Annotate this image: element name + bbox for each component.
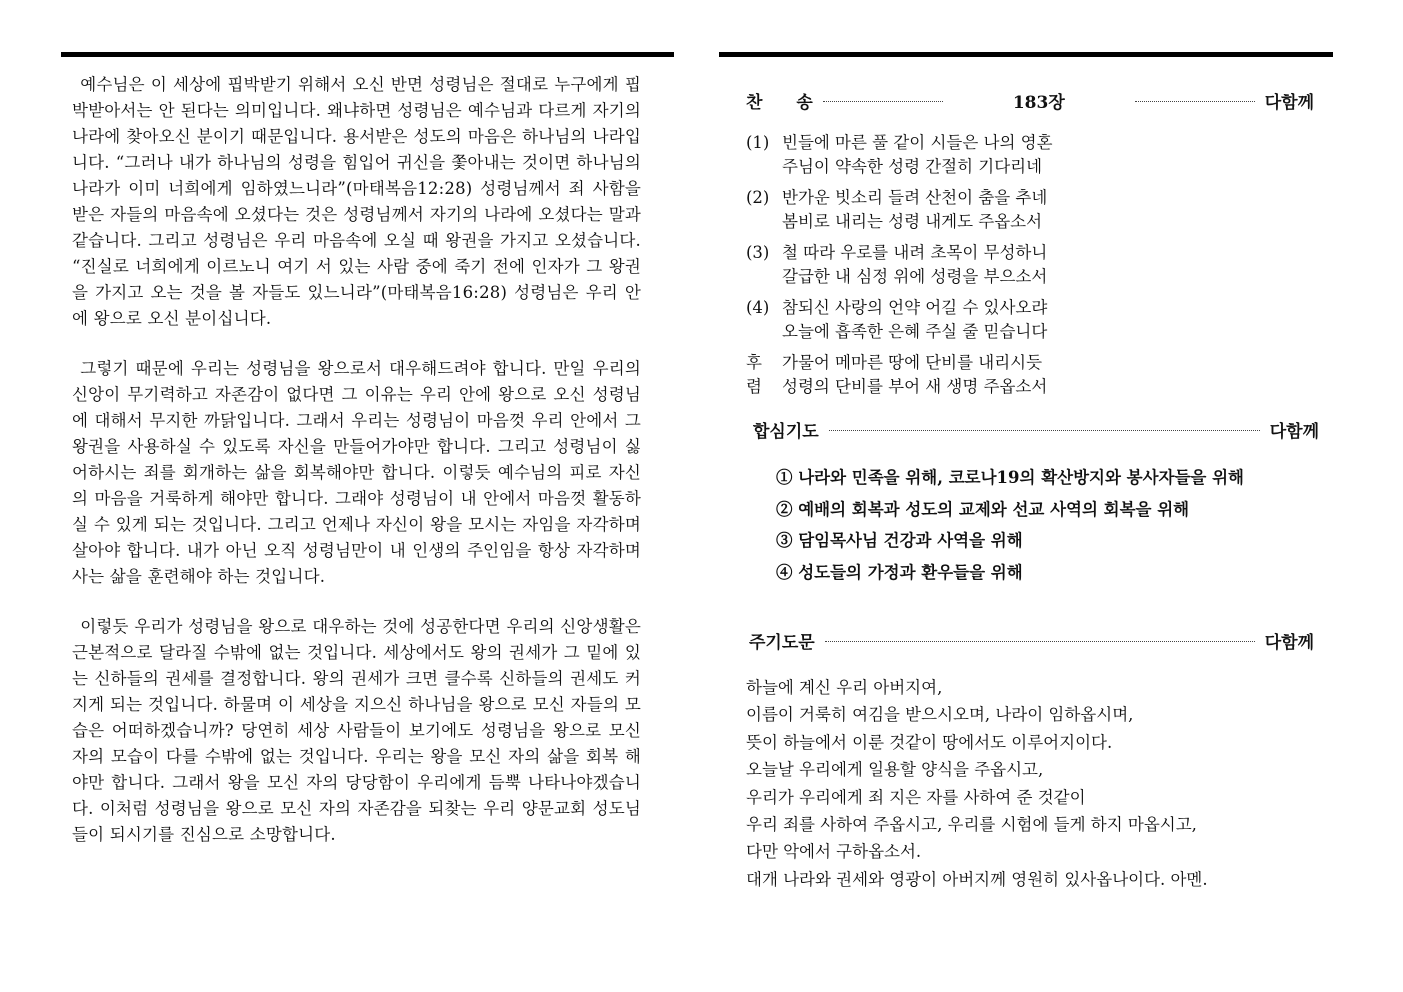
verse-number: (2) — [746, 188, 770, 207]
verse-line: 갈급한 내 심정 위에 성령을 부으소서 — [782, 267, 1048, 286]
left-top-rule — [61, 52, 674, 57]
verse-line: 철 따라 우로를 내려 초목이 무성하니 — [782, 243, 1048, 262]
lords-prayer-text — [746, 674, 1208, 893]
hymn-performer: 다함께 — [1264, 93, 1314, 113]
hymn-verse-4 — [746, 296, 1126, 344]
lords-prayer-performer: 다함께 — [1264, 633, 1314, 653]
leader-dots — [825, 641, 1255, 642]
prayer-topic: ④ 성도들의 가정과 환우들을 위해 — [776, 562, 1023, 582]
prayer-line: 우리가 우리에게 죄 지은 자를 사하여 준 것같이 — [746, 787, 1086, 807]
prayer-line: 대개 나라와 권세와 영광이 아버지께 영원히 있사옵나이다. 아멘. — [746, 869, 1208, 889]
hymn-verse-2 — [746, 186, 1126, 234]
prayer-line: 뜻이 하늘에서 이룬 것같이 땅에서도 이루어지이다. — [746, 732, 1113, 752]
hymn-number: 183장 — [1012, 93, 1065, 113]
verse-line: 오늘에 흡족한 은혜 주실 줄 믿습니다 — [782, 322, 1048, 341]
prayer-topic-list — [776, 465, 1244, 591]
verse-line: 주님이 약속한 성령 간절히 기다리네 — [782, 157, 1043, 176]
verse-number: (1) — [746, 133, 770, 152]
lords-prayer-label: 주기도문 — [749, 633, 815, 653]
refrain-line: 성령의 단비를 부어 새 생명 주옵소서 — [782, 377, 1048, 396]
prayer-topic: ② 예배의 회복과 성도의 교제와 선교 사역의 회복을 위해 — [776, 499, 1190, 519]
verse-line: 반가운 빗소리 들려 산천이 춤을 추네 — [782, 188, 1048, 207]
right-top-rule — [719, 52, 1333, 57]
leader-dots — [1135, 101, 1255, 102]
hymn-refrain — [746, 351, 1126, 399]
hymn-verse-3 — [746, 241, 1126, 289]
hymn-verse-1 — [746, 131, 1126, 179]
prayer-topic: ③ 담임목사님 건강과 사역을 위해 — [776, 531, 1023, 550]
prayer-line: 다만 악에서 구하옵소서. — [746, 842, 922, 862]
leader-dots — [823, 101, 943, 102]
prayer-line: 이름이 거룩히 여김을 받으시오며, 나라이 임하옵시며, — [746, 705, 1134, 725]
sermon-column — [72, 72, 641, 848]
unison-prayer-performer: 다함께 — [1269, 422, 1319, 442]
prayer-line: 오늘날 우리에게 일용할 양식을 주옵시고, — [746, 760, 1044, 780]
leader-dots — [829, 430, 1260, 431]
unison-prayer-label: 합심기도 — [753, 422, 819, 442]
verse-number: (4) — [746, 298, 770, 317]
verse-line: 봄비로 내리는 성령 내게도 주옵소서 — [782, 212, 1043, 231]
verse-number: (3) — [746, 243, 770, 262]
prayer-topic: ① 나라와 민족을 위해, 코로나19의 확산방지와 봉사자들을 위해 — [776, 468, 1244, 487]
refrain-marker: 후 렴 — [746, 353, 762, 396]
sermon-paragraph-1: 예수님은 이 세상에 핍박받기 위해서 오신 반면 성령님은 절대로 누구에게 핍박받아서는 안 된다는 의미입니다. 왜냐하면 성령님은 예수님과 다르게 자기의 나라에 찾아오신 분이기 때문입니다. 용서받은 성도의 마음은 하나님의 나라입니다. “그러나 내가 하나님의 성령을 힘입어 귀신을 쫓아내는 것이면 하나님의 나라가 이미 너희에게 임하였느니라”(마태복음12:28) 성령님께서 죄 사함을 받은 자들의 마음속에 오셨다는 것은 성령님께서 자기의 나라에 오셨다는 말과 같습니다. 그리고 성령님은 우리 마음속에 오실 때 왕권을 가지고 오셨습니다. “진실로 너희에게 이르노니 여기 서 있는 사람 중에 죽기 전에 인자가 그 왕권을 가지고 오는 것을 볼 자들도 있느니라”(마태복음16:28) 성령님은 우리 안에 왕으로 오신 분이십니다. — [72, 75, 641, 328]
prayer-line: 우리 죄를 사하여 주옵시고, 우리를 시험에 들게 하지 마옵시고, — [746, 815, 1197, 835]
sermon-paragraph-3: 이렇듯 우리가 성령님을 왕으로 대우하는 것에 성공한다면 우리의 신앙생활은 근본적으로 달라질 수밖에 없는 것입니다. 세상에서도 왕의 권세가 그 밑에 있는 신하들의 권세를 결정합니다. 왕의 권세가 크면 클수록 신하들의 권세도 커지게 되는 것입니다. 하물며 이 세상을 지으신 하나님을 왕으로 모신 자들의 모습은 어떠하겠습니까? 당연히 세상 사람들이 보기에도 성령님을 왕으로 모신 자의 모습이 다를 수밖에 없는 것입니다. 우리는 왕을 모신 자의 삶을 회복 해야만 합니다. 그래서 왕을 모신 자의 당당함이 우리에게 듬뿍 나타나야겠습니다. 이처럼 성령님을 왕으로 모신 자의 자존감을 되찾는 우리 양문교회 성도님들이 되시기를 진심으로 소망합니다. — [72, 617, 641, 844]
sermon-paragraph-2: 그렇기 때문에 우리는 성령님을 왕으로서 대우해드려야 합니다. 만일 우리의 신앙이 무기력하고 자존감이 없다면 그 이유는 우리 안에 왕으로 오신 성령님에 대해서 무지한 까닭입니다. 그래서 우리는 성령님이 마음껏 우리 안에서 그 왕권을 사용하실 수 있도록 자신을 만들어가야만 합니다. 그리고 성령님이 싫어하시는 죄를 회개하는 삶을 회복해야만 합니다. 이렇듯 예수님의 피로 자신의 마음을 거룩하게 해야만 합니다. 그래야 성령님이 내 안에서 마음껏 활동하실 수 있게 되는 것입니다. 그리고 언제나 자신이 왕을 모시는 자임을 자각하며 살아야 합니다. 내가 아닌 오직 성령님만이 내 인생의 주인임을 항상 자각하며 사는 삶을 훈련해야 하는 것입니다. — [72, 359, 641, 586]
unison-prayer-header — [753, 417, 1319, 442]
verse-line: 참되신 사랑의 언약 어길 수 있사오랴 — [782, 298, 1048, 317]
hymn-label: 찬 송 — [746, 93, 813, 113]
hymn-header — [746, 88, 1314, 113]
verse-line: 빈들에 마른 풀 같이 시들은 나의 영혼 — [782, 133, 1053, 152]
refrain-line: 가물어 메마른 땅에 단비를 내리시듯 — [782, 353, 1043, 372]
lords-prayer-header — [749, 628, 1314, 653]
prayer-line: 하늘에 계신 우리 아버지여, — [746, 678, 943, 697]
